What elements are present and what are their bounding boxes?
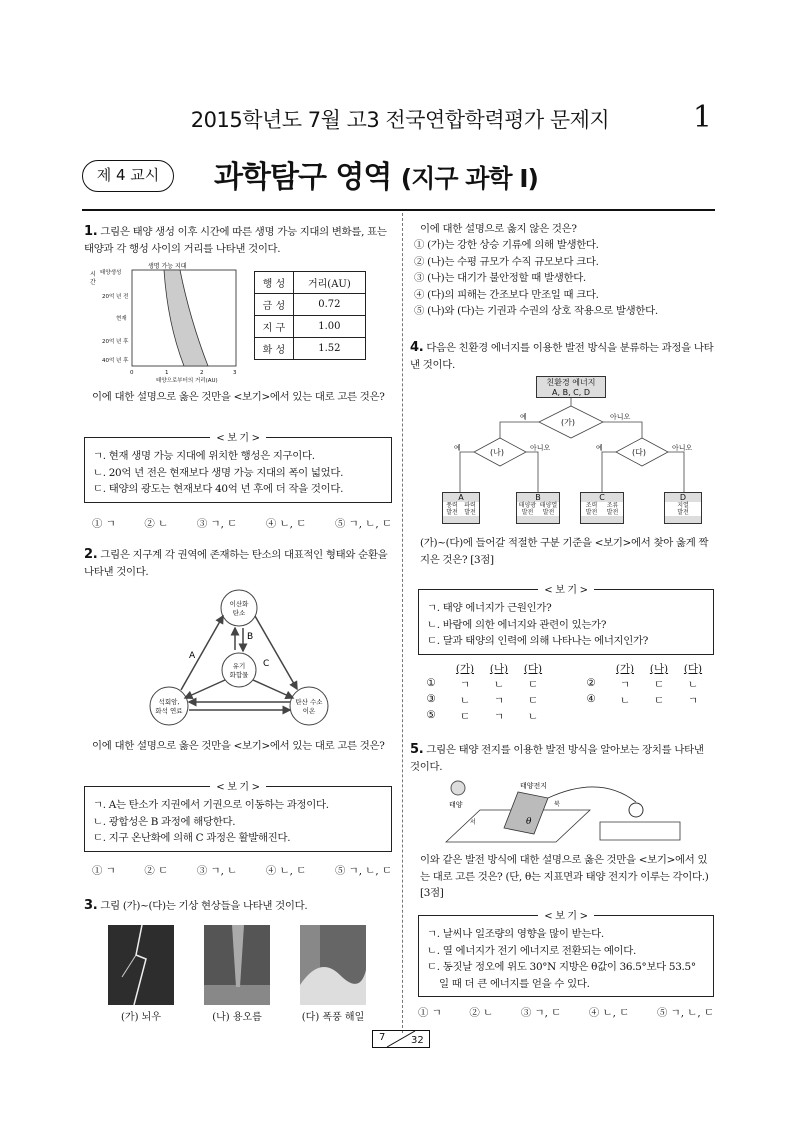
yes-label: 예 (454, 444, 461, 452)
q1-number: 1. (84, 224, 98, 239)
node-ga: (가) (561, 418, 575, 427)
q1-options (92, 515, 392, 530)
panel-label: 태양전지 (520, 782, 548, 790)
xtick-3: 3 (233, 370, 237, 376)
column-divider (402, 213, 403, 1033)
page-current: 7 (379, 1032, 386, 1043)
cell: 금 성 (255, 294, 294, 316)
ytick-1: 20억 년 전 (102, 294, 129, 300)
bogi-title (85, 779, 391, 797)
option[interactable]: ③ ㄱ, ㄷ (520, 1007, 562, 1019)
bulb-base (600, 822, 680, 840)
node-bic-l2: 이온 (302, 707, 316, 715)
carbon-cycle-diagram (145, 588, 345, 730)
exam-header: 2015학년도 7월 고3 전국연합학력평가 문제지 (190, 108, 610, 132)
bogi-item: ㄱ. 현재 생명 가능 지대에 위치한 행성은 지구이다. (93, 450, 315, 462)
answer-row[interactable]: ⑤ ㄷ ㄱ ㄴ (426, 709, 539, 723)
box-A (442, 492, 480, 524)
node-da: (다) (632, 448, 646, 457)
answer-row[interactable]: ③ ㄴ ㄱ ㄷ (426, 693, 539, 707)
answer-row[interactable]: ① ㄱ ㄴ ㄷ (426, 677, 539, 691)
storm-surge-photo (300, 925, 366, 1005)
bogi-item: ㄱ. A는 탄소가 지권에서 기권으로 이동하는 과정이다. (93, 799, 329, 811)
bogi-item: ㄴ. 20억 년 전은 현재보다 생명 가능 지대의 폭이 넓었다. (93, 466, 344, 479)
bogi-title (419, 908, 713, 926)
q4-question: (가)~(다)에 들어갈 적절한 구분 기준을 <보기>에서 찾아 옳게 짝지은 것은? [3점] (420, 537, 709, 566)
q4-stem (410, 340, 716, 373)
caption-na: (나) 용오름 (212, 1012, 262, 1023)
thunderstorm-photo (108, 925, 174, 1005)
option[interactable]: ⑤ ㄱ, ㄴ, ㄷ (334, 865, 392, 877)
A-item: 파력 발전 (464, 502, 476, 516)
q3-number: 3. (84, 898, 98, 913)
node-bicarbonate (290, 687, 328, 725)
bogi-item: ㄷ. 지구 온난화에 의해 C 과정은 활발해진다. (93, 832, 291, 844)
option[interactable]: ⑤ (나)와 (다)는 기권과 수권의 상호 작용으로 발생한다. (414, 305, 658, 317)
node-co2 (221, 590, 257, 626)
option[interactable]: ③ ㄱ, ㄷ (196, 518, 238, 530)
q2-bogi (84, 782, 392, 852)
option[interactable]: ① ㄱ (92, 518, 116, 530)
ytick-2: 현재 (116, 316, 127, 322)
bogi-item: 일 때 더 큰 에너지를 얻을 수 있다. (439, 977, 590, 990)
q4-stem-text: 다음은 친환경 에너지를 이용한 발전 방식을 분류하는 과정을 나타낸 것이다. (410, 342, 714, 371)
q5-stem (410, 742, 716, 775)
node-co2-l2: 탄소 (232, 609, 246, 617)
q2-question: 이에 대한 설명으로 옳은 것만을 <보기>에서 있는 대로 고른 것은? (92, 740, 385, 752)
sun-label: 태양 (449, 801, 463, 809)
node-bic-l1: 탄산 수소 (295, 698, 323, 706)
subject-sub: (지구 과학 Ⅰ) (400, 164, 538, 193)
ytick-0: 태양생성 (100, 270, 122, 276)
ans-head: (나) (489, 663, 509, 675)
B-item: 태양열 발전 (539, 502, 558, 516)
caption-da: (다) 폭풍 해일 (301, 1012, 365, 1023)
box-B-label: B (535, 493, 541, 502)
node-org-l2: 화합물 (229, 671, 249, 679)
q3-stem-text: 그림 (가)~(다)는 기상 현상들을 나타낸 것이다. (100, 900, 308, 912)
q1-question: 이에 대한 설명으로 옳은 것만을 <보기>에서 있는 대로 고른 것은? (92, 391, 385, 403)
q5-stem-text: 그림은 태양 전지를 이용한 발전 방식을 알아보는 장치를 나타낸 것이다. (410, 744, 704, 773)
q4-answers-left (414, 660, 550, 723)
ans-head: (가) (615, 663, 635, 675)
page-total: 32 (411, 1035, 424, 1046)
box-A-label: A (458, 493, 464, 502)
q2-number: 2. (84, 547, 98, 562)
bulb-icon (629, 803, 643, 817)
answer-row[interactable]: ② ㄱ ㄷ ㄴ (586, 677, 699, 691)
ytick-4: 40억 년 후 (102, 358, 129, 364)
label-B: B (247, 632, 254, 642)
node-limestone (150, 687, 188, 725)
node-lime-l1: 석회암, (158, 698, 180, 706)
page-indicator (372, 1030, 430, 1048)
node-org-l1: 유기 (232, 662, 246, 670)
q2-stem (84, 547, 394, 580)
graph-title: 생명 가능 지대 (148, 263, 187, 270)
q3-stem (84, 898, 394, 915)
option[interactable]: ① ㄱ (418, 1007, 442, 1019)
bogi-item: ㄷ. 동짓날 정오에 위도 30°N 지방은 θ값이 36.5°보다 53.5° (427, 961, 696, 973)
option[interactable]: ② (나)는 수평 규모가 수직 규모보다 크다. (414, 255, 599, 268)
q2-options (92, 862, 392, 877)
box-D (664, 492, 702, 524)
option[interactable]: ③ (나)는 대기가 불안정할 때 발생한다. (414, 272, 586, 284)
th-planet: 행 성 (255, 272, 294, 294)
option[interactable]: ③ ㄱ, ㄴ (196, 865, 238, 877)
flow-top-box (536, 376, 606, 398)
bogi-title (419, 582, 713, 600)
waterspout-photo (204, 925, 270, 1005)
q5-number: 5. (410, 742, 424, 757)
bogi-item: ㄷ. 달과 태양의 인력에 의해 나타나는 에너지인가? (427, 635, 649, 647)
q1-bogi (84, 433, 392, 503)
energy-flowchart (440, 376, 702, 526)
ans-head: (다) (683, 663, 703, 675)
box-D-label: D (679, 493, 687, 502)
yes-label: 예 (596, 444, 603, 452)
q5-question: 이와 같은 발전 방식에 대한 설명으로 옳은 것만을 <보기>에서 있는 대로 고른 것은? (단, θ는 지표면과 태양 전지가 이루는 각이다.) [3점] (420, 854, 709, 899)
box-C (580, 492, 624, 524)
north-label: 북 (554, 801, 560, 808)
yes-label: 예 (520, 413, 527, 421)
graph-xlabel: 태양으로부터의 거리(AU) (156, 378, 218, 384)
xtick-0: 0 (130, 370, 134, 376)
cell: 0.72 (293, 294, 365, 316)
option[interactable]: ① (가)는 강한 상승 기류에 의해 발생한다. (414, 239, 599, 251)
xtick-1: 1 (165, 370, 169, 376)
graph-ylabel: 시 (90, 271, 96, 278)
q4-bogi (418, 585, 714, 655)
option[interactable]: ① ㄱ (92, 865, 116, 877)
ytick-3: 20억 년 후 (102, 339, 129, 345)
option[interactable]: ⑤ ㄱ, ㄴ, ㄷ (656, 1007, 714, 1019)
option[interactable]: ④ ㄴ, ㄷ (265, 865, 307, 877)
q3-options (414, 237, 714, 320)
solar-cell-apparatus (440, 778, 710, 848)
cell: 지 구 (255, 316, 294, 338)
q1-stem-text: 그림은 태양 생성 이후 시간에 따른 생명 가능 지대의 변화를, 표는 태양과 각 행성 사이의 거리를 나타낸 것이다. (84, 226, 387, 255)
C-item: 조류 발전 (606, 502, 619, 516)
ans-head: (다) (523, 663, 543, 675)
B-item: 태양광 발전 (518, 502, 537, 516)
node-co2-l1: 이산화 (229, 600, 249, 608)
habitable-zone-band (164, 270, 208, 366)
header-rule (82, 209, 715, 211)
option[interactable]: ⑤ ㄱ, ㄴ, ㄷ (334, 518, 392, 530)
th-distance: 거리(AU) (293, 272, 365, 294)
bogi-item: ㄴ. 광합성은 B 과정에 해당한다. (93, 815, 236, 828)
no-label: 아니오 (610, 413, 631, 421)
label-C: C (263, 659, 270, 669)
q2-stem-text: 그림은 지구계 각 권역에 존재하는 탄소의 대표적인 형태와 순환을 나타낸 것이다. (84, 549, 388, 578)
subject-title (214, 152, 538, 196)
bogi-item: ㄱ. 태양 에너지가 근원인가? (427, 602, 552, 614)
node-lime-l2: 화석 연료 (155, 707, 183, 715)
bogi-item: ㄷ. 태양의 광도는 현재보다 40억 년 후에 더 작을 것이다. (93, 483, 344, 495)
q5-options (418, 1004, 714, 1019)
bogi-item: ㄴ. 바람에 의한 에너지와 관련이 있는가? (427, 618, 607, 631)
node-na: (나) (490, 448, 504, 457)
bogi-title-text: < 보 기 > (538, 585, 594, 596)
table-row (255, 316, 366, 338)
flow-top2: A, B, C, D (552, 388, 590, 397)
q1-stem (84, 224, 394, 257)
q3-question: 이에 대한 설명으로 옳지 않은 것은? (420, 223, 577, 235)
wire (548, 787, 636, 802)
label-A: A (189, 651, 196, 661)
table-row (255, 338, 366, 360)
q4-answers-right (574, 660, 710, 707)
bogi-item: ㄱ. 날씨나 일조량의 영향을 많이 받는다. (427, 928, 604, 940)
habitable-zone-graph (88, 260, 248, 386)
page-number: 1 (692, 100, 712, 135)
node-organic (222, 653, 256, 687)
sun-icon (451, 781, 465, 795)
no-label: 아니오 (672, 444, 693, 452)
q4-number: 4. (410, 340, 424, 355)
option[interactable]: ④ (다)의 피해는 간조보다 만조일 때 크다. (414, 288, 599, 301)
cell: 1.52 (293, 338, 365, 360)
box-B (516, 492, 560, 524)
theta-label: θ (526, 817, 532, 827)
option[interactable]: ④ ㄴ, ㄷ (588, 1007, 630, 1019)
bogi-title-text: < 보 기 > (210, 782, 266, 793)
A-item: 풍력 발전 (446, 502, 458, 516)
table-row (255, 294, 366, 316)
no-label: 아니오 (530, 444, 551, 452)
session-badge: 제 4 교시 (82, 160, 174, 192)
flow-top: 친환경 에너지 (546, 378, 596, 387)
west-label: 서 (470, 819, 476, 826)
caption-ga: (가) 뇌우 (121, 1012, 161, 1023)
C-item: 조력 발전 (585, 502, 598, 516)
bogi-title-text: < 보 기 > (210, 433, 266, 444)
bogi-title-text: < 보 기 > (538, 911, 594, 922)
q5-bogi (418, 911, 714, 997)
xtick-2: 2 (200, 370, 204, 376)
answer-row[interactable]: ④ ㄴ ㄷ ㄱ (586, 693, 699, 707)
option[interactable]: ② ㄴ (469, 1007, 494, 1019)
subject-main: 과학탐구 영역 (214, 160, 392, 195)
D-item: 지열 발전 (665, 502, 701, 516)
option[interactable]: ② ㄴ (144, 518, 169, 530)
option[interactable]: ② ㄷ (144, 865, 169, 877)
box-C-label: C (599, 493, 605, 502)
ans-head: (가) (455, 663, 475, 675)
bogi-title (85, 430, 391, 448)
planet-distance-table (254, 271, 366, 360)
graph-ylabel2: 간 (90, 279, 96, 286)
bogi-item: ㄴ. 열 에너지가 전기 에너지로 전환되는 예이다. (427, 944, 637, 957)
ans-head: (나) (649, 663, 669, 675)
cell: 1.00 (293, 316, 365, 338)
option[interactable]: ④ ㄴ, ㄷ (265, 518, 307, 530)
cell: 화 성 (255, 338, 294, 360)
